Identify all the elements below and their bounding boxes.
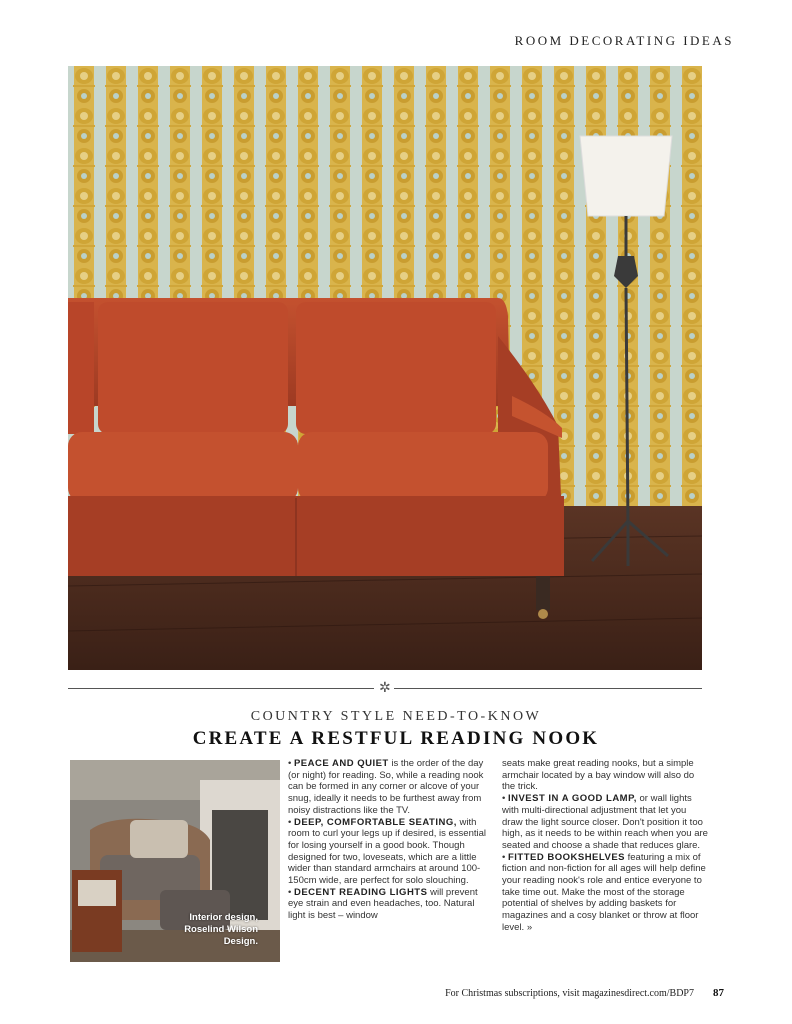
sofa-room-image <box>68 66 702 670</box>
bullet-icon: • <box>288 886 292 898</box>
bullet-icon: • <box>502 851 506 863</box>
tip-text: is the order of the day (or night) for reading. So, while a reading nook can be formed in any corner or alcove of your snug, ideally it needs to be furthest away from noisy distractions like the TV. <box>288 758 484 816</box>
text-column-1 <box>288 758 494 922</box>
divider-ornament: ✲ <box>379 680 391 696</box>
bullet-icon: • <box>288 816 292 828</box>
tip-text: featuring a mix of fiction and non-fiction for all ages will help define your reading nook's role and entice everyone to take time out. Make the most of the storage potential of shelves by adding baskets for magazines and a cosy blanket or throw at floor level. » <box>502 851 706 933</box>
divider-line-left <box>68 688 374 689</box>
tip-lead: INVEST IN A GOOD LAMP, <box>507 793 637 805</box>
tip-text: with room to curl your legs up if desired, is essential for losing yourself in a good book. Though designed for two, loveseats, which are a little wider than standard armchairs at around 100-150cm wide, are perfect for solo slouching. <box>288 816 487 887</box>
tip-lead: DEEP, COMFORTABLE SEATING, <box>293 816 457 828</box>
bullet-icon: • <box>288 758 292 769</box>
tip-lead: FITTED BOOKSHELVES <box>507 851 625 863</box>
article-headline: CREATE A RESTFUL READING NOOK <box>192 728 600 749</box>
subscription-footer: For Christmas subscriptions, visit magazinesdirect.com/BDP7 <box>445 988 694 999</box>
bullet-icon: • <box>502 793 506 805</box>
continuation-text: seats make great reading nooks, but a simple armchair located by a bay window will also do the trick. <box>502 758 695 793</box>
section-label: ROOM DECORATING IDEAS <box>514 33 734 48</box>
inset-caption: Interior design, Roselind Wilson Design. <box>184 912 258 947</box>
article-kicker: COUNTRY STYLE NEED-TO-KNOW <box>250 709 542 724</box>
divider-line-right <box>394 688 702 689</box>
text-column-2 <box>502 758 708 934</box>
tip-text: will prevent eye strain and even headaches, too. Natural light is best – window <box>288 886 478 922</box>
tip-text: or wall lights with multi-directional adjustment that let you draw the light source closer. Don't position it too high, as it needs to be within reach when you are seated and choose a shade that reduces glare. <box>502 793 708 851</box>
tip-paragraph <box>288 817 494 887</box>
page-number: 87 <box>713 987 724 999</box>
tip-paragraph <box>502 852 708 934</box>
tip-paragraph <box>502 793 708 852</box>
hero-photo <box>68 66 702 670</box>
tip-paragraph <box>288 758 494 817</box>
inset-photo <box>70 760 280 962</box>
tip-paragraph <box>288 887 494 922</box>
tip-lead: DECENT READING LIGHTS <box>293 886 428 898</box>
tip-lead: PEACE AND QUIET <box>293 758 389 769</box>
